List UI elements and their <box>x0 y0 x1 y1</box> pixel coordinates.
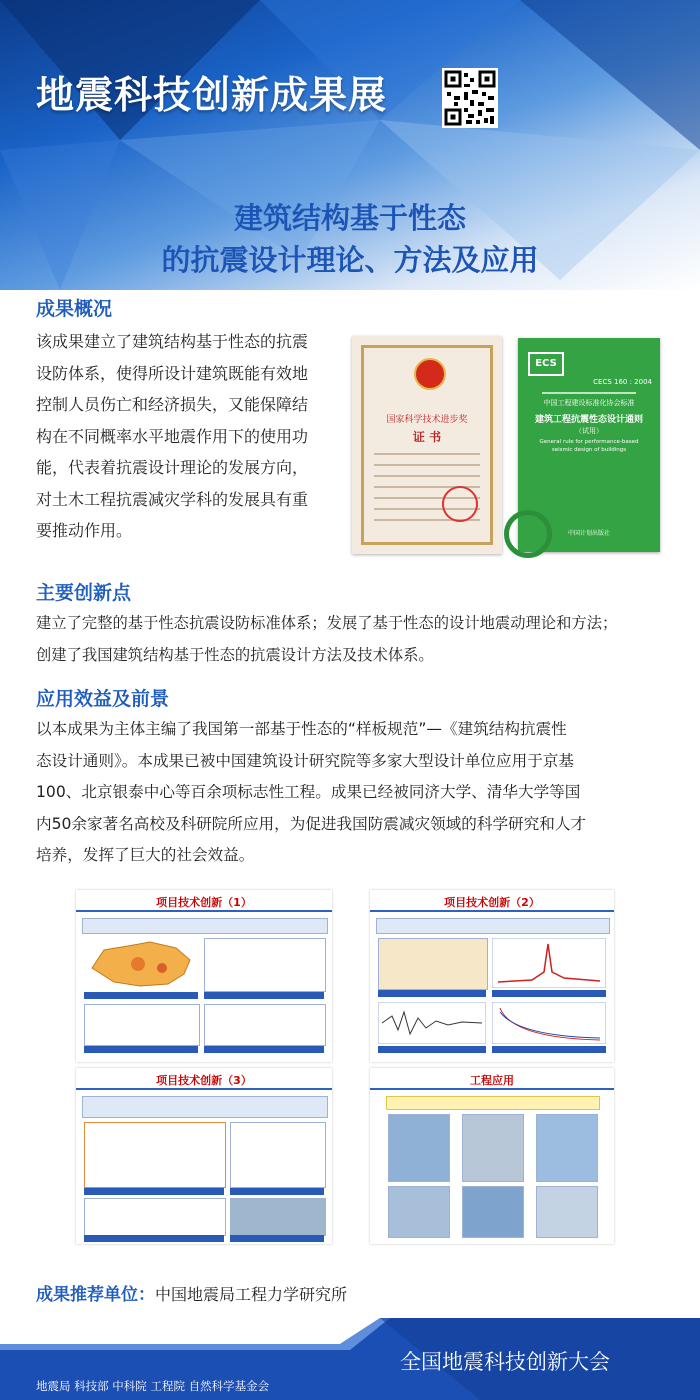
overview-line: 对土木工程抗震减灾学科的发展具有重 <box>36 489 309 509</box>
innovation-panel-3 <box>76 1068 332 1244</box>
china-hazard-map <box>84 938 198 990</box>
recommend-label: 成果推荐单位： <box>36 1285 155 1305</box>
skyscraper-photo <box>388 1186 450 1238</box>
skyscraper-photo <box>388 1114 450 1182</box>
panel-title: 项目技术创新（2） <box>444 896 540 909</box>
overview-heading: 成果概况 <box>36 298 113 320</box>
qr-code-icon <box>442 68 498 128</box>
panel-headline <box>376 918 610 934</box>
formula-figure <box>230 1122 326 1188</box>
overview-line: 能，代表着抗震设计理论的发展方向， <box>36 458 309 477</box>
organizers: 地震局 科技部 中科院 工程院 自然科学基金会 <box>36 1379 270 1393</box>
table-block <box>204 1004 326 1046</box>
flow-diagram <box>84 1004 200 1046</box>
certificate-text-lines <box>352 444 502 521</box>
engineering-application-panel <box>370 1068 614 1244</box>
soil-profile-figure <box>378 938 488 990</box>
application-line: 态设计通则》。本成果已被中国建筑设计研究院等多家大型设计单位应用于京基 <box>36 751 574 770</box>
application-line: 培养，发挥了巨大的社会效益。 <box>36 846 255 864</box>
book-series: 中国工程建设标准化协会标准 <box>543 399 635 407</box>
skyscraper-photo <box>536 1186 598 1238</box>
application-line: 100、北京银泰中心等百余项标志性工程。成果已经被同济大学、清华大学等国 <box>36 783 581 801</box>
book-code: CECS 160 : 2004 <box>593 378 652 386</box>
recommend-line <box>36 1280 347 1305</box>
panel-headline <box>82 1096 328 1118</box>
data-table-figure <box>84 1122 226 1188</box>
main-title-line2: 的抗震设计理论、方法及应用 <box>161 243 539 277</box>
standard-book-cover-image <box>518 338 660 552</box>
ecs-logo: ECS <box>528 352 564 376</box>
book-en-title: General rule for performance-based seismic design of buildings <box>539 439 639 453</box>
spectrum-plot <box>492 938 606 988</box>
conference-name: 全国地震科技创新大会 <box>400 1350 610 1374</box>
application-line: 以本成果为主体主编了我国第一部基于性态的“样板规范”—《建筑结构抗震性 <box>36 720 567 738</box>
innovation-heading: 主要创新点 <box>36 582 132 604</box>
innovation-panel-1 <box>76 890 332 1062</box>
book-trial: （试用） <box>575 427 603 435</box>
innovation-line: 创建了我国建筑结构基于性态的抗震设计方法及技术体系。 <box>36 645 434 664</box>
waveform-plot <box>378 1002 486 1044</box>
certificate-award: 国家科学技术进步奖 <box>386 415 468 425</box>
recommend-unit: 中国地震局工程力学研究所 <box>155 1285 348 1304</box>
building-photo <box>230 1198 326 1236</box>
formula-block <box>204 938 326 992</box>
innovation-line: 建立了完整的基于性态抗震设防标准体系；发展了基于性态的设计地震动理论和方法； <box>36 614 618 632</box>
application-heading: 应用效益及前景 <box>36 688 170 710</box>
panel-headline <box>82 918 328 934</box>
application-text <box>36 714 676 872</box>
main-title-line1: 建筑结构基于性态 <box>233 201 466 235</box>
decay-curves-plot <box>492 1002 606 1044</box>
overview-line: 设防体系，使得所设计建筑既能有效地 <box>36 363 309 383</box>
panel-title: 项目技术创新（3） <box>156 1074 252 1087</box>
table-figure <box>84 1198 226 1236</box>
overview-text <box>36 326 336 547</box>
overview-line: 要推动作用。 <box>36 521 133 540</box>
skyscraper-photo <box>462 1186 524 1238</box>
overview-line: 构在不同概率水平地震作用下的使用功 <box>36 426 309 446</box>
skyscraper-photo <box>462 1114 524 1182</box>
application-line: 内50余家著名高校及科研院所应用，为促进我国防震减灾领域的科学研究和人才 <box>36 814 587 833</box>
overview-line: 控制人员伤亡和经济损失，又能保障结 <box>36 395 309 414</box>
overview-line: 该成果建立了建筑结构基于性态的抗震 <box>36 332 309 351</box>
book-publisher: 中国计划出版社 <box>567 530 610 537</box>
book-title: 建筑工程抗震性态设计通则 <box>534 415 643 425</box>
red-seal-icon <box>442 486 478 522</box>
panel-headline <box>386 1096 600 1110</box>
innovation-panel-2 <box>370 890 614 1062</box>
panel-title: 工程应用 <box>470 1074 514 1087</box>
award-certificate-image <box>352 336 502 554</box>
innovation-text <box>36 608 676 671</box>
book-divider <box>542 392 636 394</box>
panel-title: 项目技术创新（1） <box>156 896 252 909</box>
skyscraper-photo <box>536 1114 598 1182</box>
national-emblem-icon <box>414 358 446 390</box>
certificate-word: 证 书 <box>412 430 442 444</box>
expo-title: 地震科技创新成果展 <box>36 73 388 117</box>
